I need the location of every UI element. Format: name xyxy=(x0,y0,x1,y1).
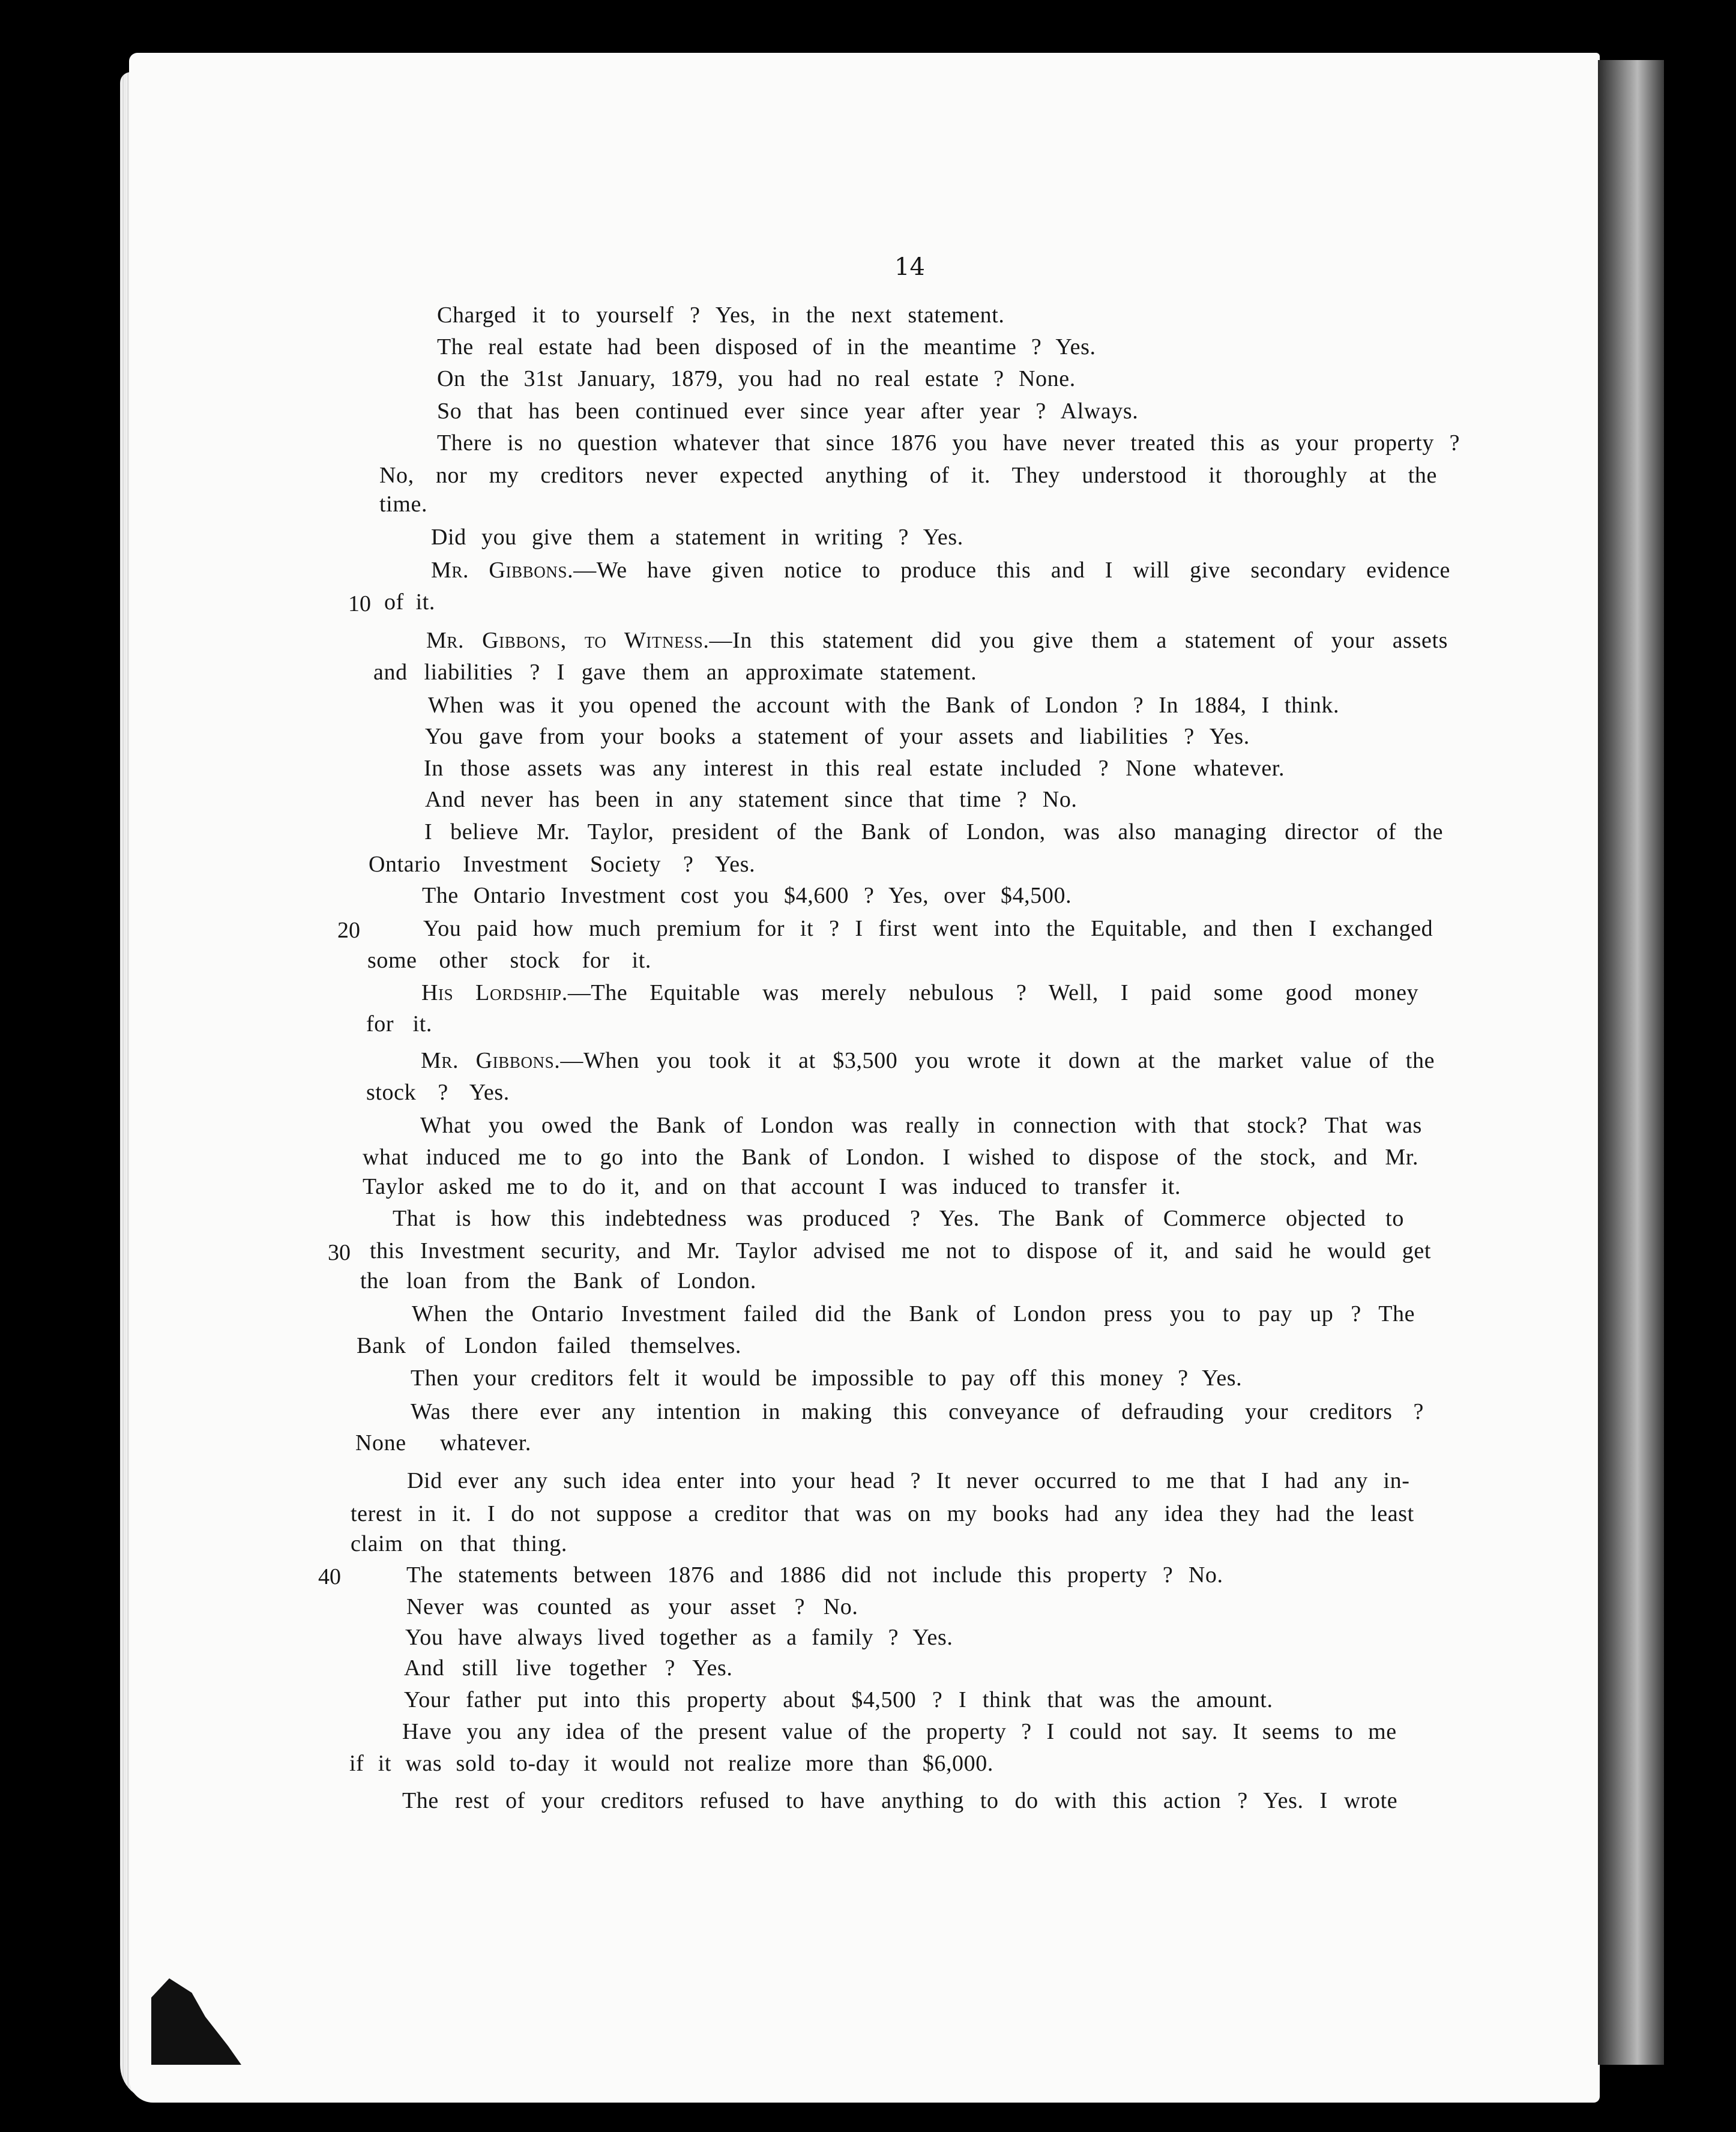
line-text: And still live together ? Yes. xyxy=(404,1655,733,1681)
text-line xyxy=(437,398,1138,424)
text-line xyxy=(423,915,1433,942)
line-text: I believe Mr. Taylor, president of the Bank of London, was also managing director of the xyxy=(424,819,1444,845)
text-line xyxy=(351,1501,1414,1527)
line-text: When was it you opened the account with the Bank of London ? In 1884, I think. xyxy=(428,693,1340,718)
speaker-name: Mr. Gibbons. xyxy=(421,1048,561,1073)
text-line xyxy=(402,1718,1397,1745)
text-line xyxy=(404,1655,732,1681)
speaker-name: Mr. Gibbons, to Witness. xyxy=(426,628,710,653)
page-number: 14 xyxy=(894,253,925,281)
text-line xyxy=(366,1079,510,1106)
text-line xyxy=(425,723,1250,750)
line-text: There is no question whatever that since 1876 you have never treated this as your property ? xyxy=(437,430,1460,456)
text-line xyxy=(404,1687,1273,1713)
line-text: You have always lived together as a family ? Yes. xyxy=(405,1625,953,1650)
line-text: —The Equitable was merely nebulous ? Well, I paid some good money xyxy=(567,980,1419,1005)
line-text: And never has been in any statement since that time ? No. xyxy=(425,787,1077,812)
text-line xyxy=(420,1112,1422,1139)
line-text: Was there ever any intention in making this conveyance of defrauding your creditors ? xyxy=(411,1399,1424,1424)
line-text: No, nor my creditors never expected anything of it. They understood it thoroughly at the xyxy=(379,463,1437,488)
text-line xyxy=(411,1365,1242,1391)
line-text: What you owed the Bank of London was really in connection with that stock? That was xyxy=(420,1113,1422,1138)
text-line xyxy=(406,1562,1223,1588)
scan-shadow-right xyxy=(1598,60,1664,2065)
line-text: When the Ontario Investment failed did the Bank of London press you to pay up ? The xyxy=(412,1301,1415,1326)
line-text: Have you any idea of the present value of the property ? I could not say. It seems to me xyxy=(402,1719,1397,1744)
line-text: Then your creditors felt it would be impossible to pay off this money ? Yes. xyxy=(411,1366,1243,1391)
text-line xyxy=(357,1332,741,1359)
line-text: You gave from your books a statement of your assets and liabilities ? Yes. xyxy=(425,724,1250,749)
line-text: this Investment security, and Mr. Taylor advised me not to dispose of it, and said he would get xyxy=(370,1238,1432,1263)
speaker-name: His Lordship. xyxy=(421,980,568,1005)
line-text: Your father put into this property about $4,500 ? I think that was the amount. xyxy=(404,1687,1273,1712)
line-text: The rest of your creditors refused to have anything to do with this action ? Yes. I wrote xyxy=(402,1788,1398,1813)
text-line xyxy=(421,980,1418,1006)
line-text: and liabilities ? I gave them an approximate statement. xyxy=(373,660,977,685)
line-text: In those assets was any interest in this real estate included ? None whatever. xyxy=(424,756,1285,781)
margin-line-number: 20 xyxy=(337,918,360,943)
text-line xyxy=(379,462,1437,489)
text-line xyxy=(351,1531,567,1557)
line-text: You paid how much premium for it ? I first went into the Equitable, and then I exchanged xyxy=(423,916,1433,941)
line-text: The Ontario Investment cost you $4,600 ? Yes, over $4,500. xyxy=(422,883,1072,908)
line-text: Did ever any such idea enter into your head ? It never occurred to me that I had any in- xyxy=(407,1468,1410,1493)
text-line xyxy=(379,491,427,517)
text-line xyxy=(422,882,1071,909)
line-text: —In this statement did you give them a statement of your assets xyxy=(709,628,1448,653)
line-text: claim on that thing. xyxy=(351,1531,567,1556)
speaker-name: Mr. Gibbons. xyxy=(431,558,574,583)
text-line xyxy=(421,1047,1435,1074)
line-text: None whatever. xyxy=(355,1430,531,1456)
text-line xyxy=(373,659,977,685)
line-text: of it. xyxy=(384,589,435,615)
line-text: Bank of London failed themselves. xyxy=(357,1333,742,1358)
text-line xyxy=(437,302,1004,328)
line-text: terest in it. I do not suppose a creditor that was on my books had any idea they had the least xyxy=(351,1501,1414,1526)
line-text: Ontario Investment Society ? Yes. xyxy=(369,852,756,877)
text-line xyxy=(407,1468,1410,1494)
line-text: some other stock for it. xyxy=(367,948,651,973)
text-line xyxy=(406,1594,858,1620)
line-text: On the 31st January, 1879, you had no real estate ? None. xyxy=(437,366,1076,391)
text-line xyxy=(437,366,1076,392)
text-line xyxy=(402,1787,1397,1814)
line-text: Charged it to yourself ? Yes, in the next statement. xyxy=(437,303,1005,328)
line-text: The statements between 1876 and 1886 did not include this property ? No. xyxy=(406,1562,1223,1588)
text-line xyxy=(424,755,1285,781)
text-line xyxy=(426,627,1448,654)
line-text: the loan from the Bank of London. xyxy=(360,1268,756,1293)
text-line xyxy=(363,1173,1181,1200)
line-text: —We have given notice to produce this and I will give secondary evidence xyxy=(573,558,1450,583)
text-line xyxy=(431,524,963,550)
margin-line-number: 30 xyxy=(328,1240,351,1265)
text-line xyxy=(369,851,755,878)
line-text: —When you took it at $3,500 you wrote it down at the market value of the xyxy=(560,1048,1435,1073)
line-text: what induced me to go into the Bank of London. I wished to dispose of the stock, and Mr. xyxy=(363,1145,1419,1170)
text-line xyxy=(428,692,1339,718)
text-line xyxy=(405,1624,953,1651)
text-line xyxy=(431,557,1450,583)
text-line xyxy=(367,947,651,974)
line-text: stock ? Yes. xyxy=(366,1080,510,1105)
text-line xyxy=(355,1430,531,1456)
line-text: So that has been continued ever since year after year ? Always. xyxy=(437,399,1139,424)
text-line xyxy=(393,1205,1404,1232)
line-text: if it was sold to-day it would not realize more than $6,000. xyxy=(349,1751,993,1776)
text-line xyxy=(384,589,435,615)
line-text: for it. xyxy=(366,1011,433,1037)
line-text: Never was counted as your asset ? No. xyxy=(406,1594,858,1619)
margin-line-number: 10 xyxy=(348,591,371,616)
line-text: Taylor asked me to do it, and on that account I was induced to transfer it. xyxy=(363,1174,1181,1199)
margin-line-number: 40 xyxy=(318,1564,341,1589)
text-line xyxy=(425,786,1077,813)
text-line xyxy=(366,1011,432,1037)
text-line xyxy=(437,430,1460,456)
text-line xyxy=(349,1750,993,1777)
text-line xyxy=(363,1144,1418,1170)
text-line xyxy=(411,1399,1424,1425)
text-line xyxy=(437,334,1096,360)
text-line xyxy=(412,1301,1415,1327)
line-text: The real estate had been disposed of in the meantime ? Yes. xyxy=(437,334,1096,360)
text-line xyxy=(360,1268,756,1294)
line-text: That is how this indebtedness was produced ? Yes. The Bank of Commerce objected to xyxy=(393,1206,1404,1231)
text-line xyxy=(424,819,1443,845)
text-line xyxy=(370,1238,1431,1264)
line-text: time. xyxy=(379,492,428,517)
line-text: Did you give them a statement in writing ? Yes. xyxy=(431,525,963,550)
